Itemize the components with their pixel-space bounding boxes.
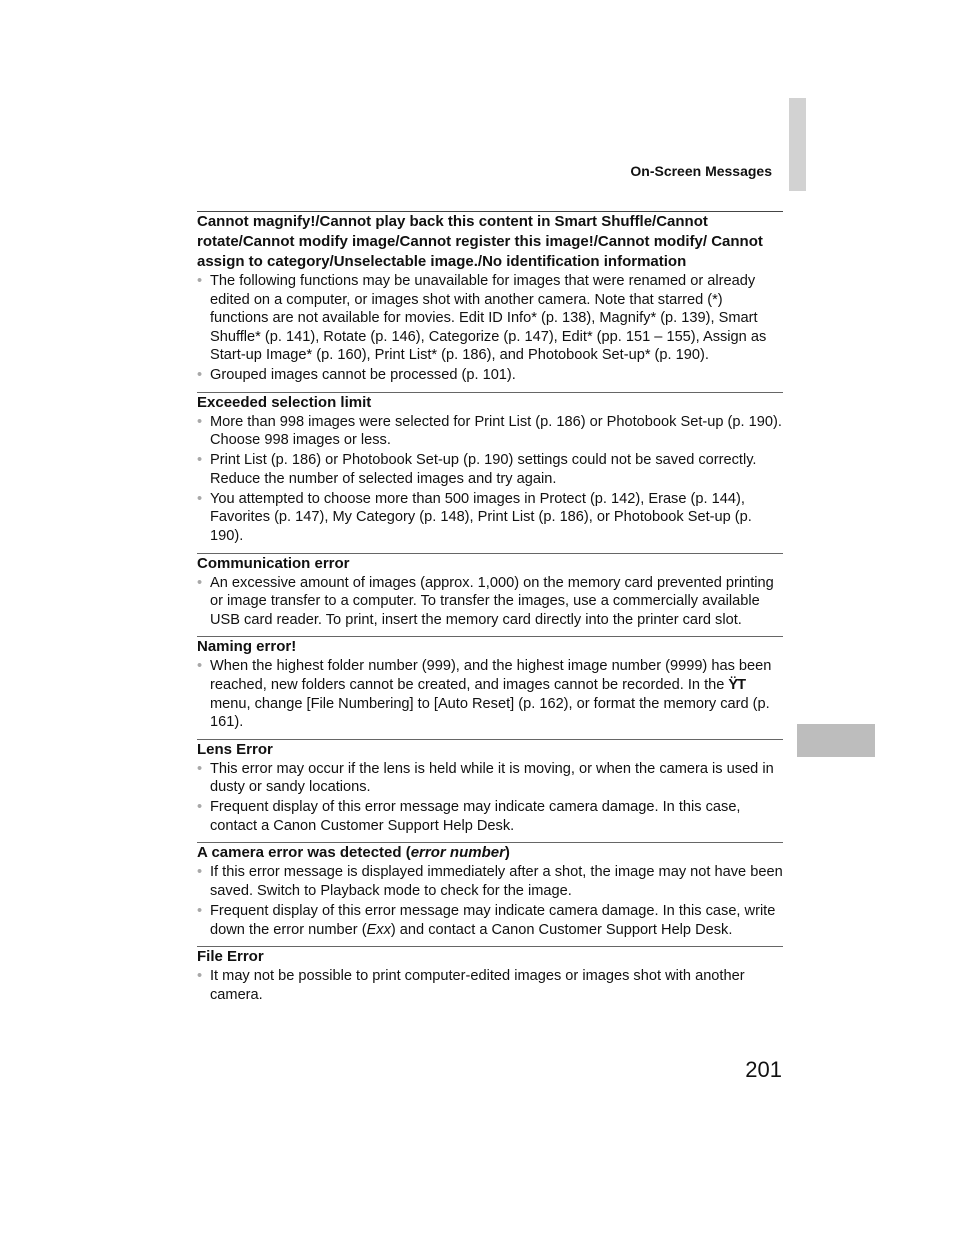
section-cannot-magnify bbox=[197, 211, 783, 385]
list-item: • This error may occur if the lens is held while it is moving, or when the camera is used in dusty or sandy locations. bbox=[197, 760, 774, 796]
section-camera-error bbox=[197, 842, 783, 939]
section-title: Communication error bbox=[197, 554, 350, 572]
bullet-icon: • bbox=[197, 658, 203, 675]
section-exceeded-selection-limit bbox=[197, 392, 783, 546]
list-item: • If this error message is displayed immediately after a shot, the image may not have been saved. Switch to Playback mode to check for the image. bbox=[197, 864, 783, 900]
bullet-icon: • bbox=[197, 902, 203, 919]
bullet-icon: • bbox=[197, 760, 203, 777]
tools-icon: ŸΤ bbox=[728, 676, 746, 693]
bullet-icon: • bbox=[197, 968, 203, 985]
section-title: File Error bbox=[197, 948, 264, 966]
section-communication-error bbox=[197, 553, 783, 630]
section-title: Lens Error bbox=[197, 740, 273, 758]
section-naming-error bbox=[197, 636, 783, 731]
bullet-icon: • bbox=[197, 799, 203, 816]
list-item: • You attempted to choose more than 500 images in Protect (p. 142), Erase (p. 144), Favorites (p. 147), My Category (p. 148), Print List (p. 186), or Photobook Set-up (p. 190). bbox=[197, 490, 752, 545]
list-item: • When the highest folder number (999), and the highest image number (9999) has been reached, new folders cannot be created, and images cannot be recorded. In the ŸΤ menu, change [File Numbering] to [Auto Reset] (p. 162), or format the memory card (p. 161). bbox=[197, 658, 772, 731]
section-lens-error bbox=[197, 739, 783, 836]
list-item: • Frequent display of this error message may indicate camera damage. In this case, write down the error number (Exx) and contact a Canon Customer Support Help Desk. bbox=[197, 902, 776, 938]
list-item: • Grouped images cannot be processed (p. 101). bbox=[197, 367, 516, 384]
section-title: Cannot magnify!/Cannot play back this content in Smart Shuffle/Cannot rotate/Cannot modify image/Cannot register this image!/Cannot modify/ Cannot assign to category/Unselectable image./No identification information bbox=[197, 213, 763, 270]
section-file-error bbox=[197, 946, 783, 1004]
bullet-icon: • bbox=[197, 490, 203, 507]
list-item: • Print List (p. 186) or Photobook Set-up (p. 190) settings could not be saved correctly. Reduce the number of selected images and try again. bbox=[197, 452, 757, 487]
list-item: • More than 998 images were selected for Print List (p. 186) or Photobook Set-up (p. 190). Choose 998 images or less. bbox=[197, 413, 782, 449]
page-number: 201 bbox=[745, 1057, 782, 1082]
bullet-icon: • bbox=[197, 864, 203, 881]
list-item: • Frequent display of this error message may indicate camera damage. In this case, contact a Canon Customer Support Help Desk. bbox=[197, 799, 741, 834]
bullet-icon: • bbox=[197, 413, 203, 430]
list-item: • The following functions may be unavailable for images that were renamed or already edited on a computer, or images shot with another camera. Note that starred (*) functions are not available for movies. Edit ID Info* (p. 138), Magnify* (p. 139), Smart Shuffle* (p. 141), Rotate (p. 146), Categorize (p. 147), Edit* (pp. 151 – 155), Assign as Start-up Image* (p. 160), Print List* (p. 186), and Photobook Set-up* (p. 190). bbox=[197, 273, 767, 364]
bullet-icon: • bbox=[197, 367, 203, 384]
list-item: • An excessive amount of images (approx. 1,000) on the memory card prevented printing or image transfer to a computer. To transfer the images, use a commercially available USB card reader. To print, insert the memory card directly into the printer card slot. bbox=[197, 574, 774, 628]
section-title: Exceeded selection limit bbox=[197, 393, 372, 411]
bullet-icon: • bbox=[197, 273, 203, 289]
list-item: • It may not be possible to print computer-edited images or images shot with another camera. bbox=[197, 968, 745, 1003]
section-title: A camera error was detected (error number) bbox=[197, 844, 510, 862]
section-title: Naming error! bbox=[197, 638, 297, 656]
bullet-icon: • bbox=[197, 452, 203, 469]
running-head: On-Screen Messages bbox=[630, 163, 772, 179]
chapter-tab-marker bbox=[789, 98, 806, 191]
bullet-icon: • bbox=[197, 574, 203, 591]
message-list bbox=[197, 211, 783, 1011]
section-tab-marker bbox=[797, 724, 875, 757]
